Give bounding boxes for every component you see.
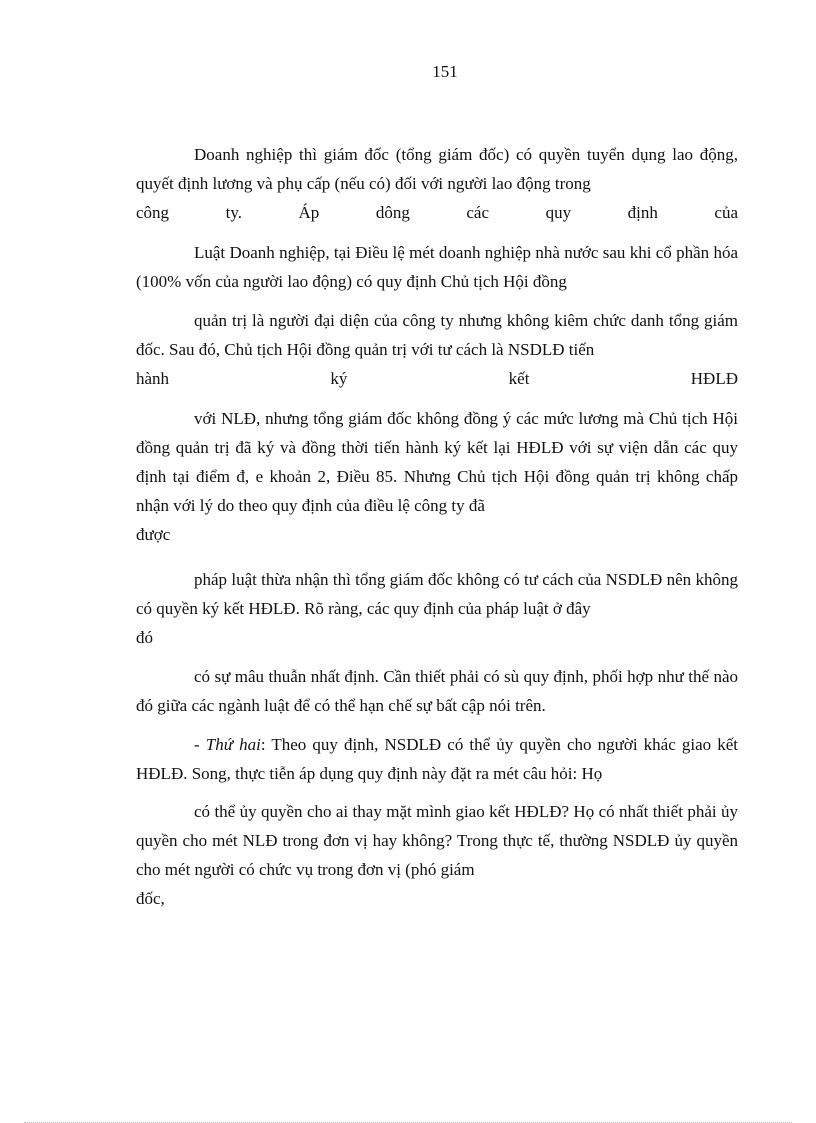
- page-number: 151: [432, 62, 458, 81]
- spread-word: Áp: [298, 203, 320, 222]
- paragraph-5-text: pháp luật thừa nhận thì tổng giám đốc không có tư cách của NSDLĐ nên không có quyền ký kết HĐLĐ. Rõ ràng, các quy định của pháp luật ở đây: [136, 570, 738, 618]
- spread-word: quy: [545, 203, 572, 222]
- spread-word: ký: [330, 369, 348, 388]
- paragraph-2-text: Luật Doanh nghiệp, tại Điều lệ mét doanh nghiệp nhà nước sau khi cổ phần hóa (100% vốn của người lao động) có quy định Chủ tịch Hội đồng: [136, 243, 738, 291]
- paragraph-7-lead: -: [194, 735, 206, 754]
- spread-word: các: [466, 203, 490, 222]
- spread-word: hành: [136, 369, 170, 388]
- paragraph-7-body: : Theo quy định, NSDLĐ có thể ủy quyền cho người khác giao kết HĐLĐ. Song, thực tiễn áp dụng quy định này đặt ra mét câu hỏi: Họ: [136, 735, 738, 783]
- paragraph-3-spread-line: [136, 364, 738, 393]
- paragraph-7-text: [136, 730, 738, 788]
- paragraph-4-text: với NLĐ, nhưng tổng giám đốc không đồng ý các mức lương mà Chủ tịch Hội đồng quản trị đã ký và đồng thời tiến hành ký kết lại HĐLĐ với sự viện dẫn các quy định tại điểm đ, e khoản 2, Điều 85. Nhưng Chủ tịch Hội đồng quản trị không chấp nhận với lý do theo quy định của điều lệ công ty đã: [136, 409, 738, 515]
- paragraph-2: [136, 238, 738, 296]
- paragraph-4-tail: được: [136, 525, 171, 544]
- spread-word: của: [714, 203, 738, 222]
- paragraph-1-text: Doanh nghiệp thì giám đốc (tổng giám đốc) có quyền tuyển dụng lao động, quyết định lương và phụ cấp (nếu có) đối với người lao động trong: [136, 145, 738, 193]
- paragraph-8: [136, 797, 738, 913]
- paragraph-3: [136, 306, 738, 393]
- spread-word: dông: [375, 203, 410, 222]
- paragraph-7-italic: Thứ hai: [205, 735, 261, 754]
- paragraph-6-text: có sự mâu thuẫn nhất định. Cần thiết phải có sù quy định, phối hợp như thế nào đó giữa các ngành luật để có thể hạn chế sự bất cập nói trên.: [136, 667, 738, 715]
- paragraph-6: [136, 662, 738, 720]
- paragraph-4: [136, 404, 738, 549]
- paragraph-8-tail: đốc,: [136, 889, 165, 908]
- spread-word: HĐLĐ: [690, 369, 738, 388]
- spread-word: ty.: [225, 203, 242, 222]
- spread-word: kết: [508, 369, 530, 388]
- paragraph-5: [136, 565, 738, 652]
- paragraph-7: [136, 730, 738, 788]
- spread-word: công: [136, 203, 170, 222]
- paragraph-3-text: quản trị là người đại diện của công ty nhưng không kiêm chức danh tổng giám đốc. Sau đó, Chủ tịch Hội đồng quản trị với tư cách là NSDLĐ tiến: [136, 311, 738, 359]
- paragraph-8-text: có thể ủy quyền cho ai thay mặt mình giao kết HĐLĐ? Họ có nhất thiết phải ủy quyền cho mét NLĐ trong đơn vị hay không? Trong thực tế, thường NSDLĐ ủy quyền cho mét người có chức vụ trong đơn vị (phó giám: [136, 802, 738, 879]
- spread-word: định: [627, 203, 658, 222]
- paragraph-1-spread-line: [136, 198, 738, 227]
- paragraph-1: [136, 140, 738, 227]
- paragraph-5-tail: đó: [136, 628, 153, 647]
